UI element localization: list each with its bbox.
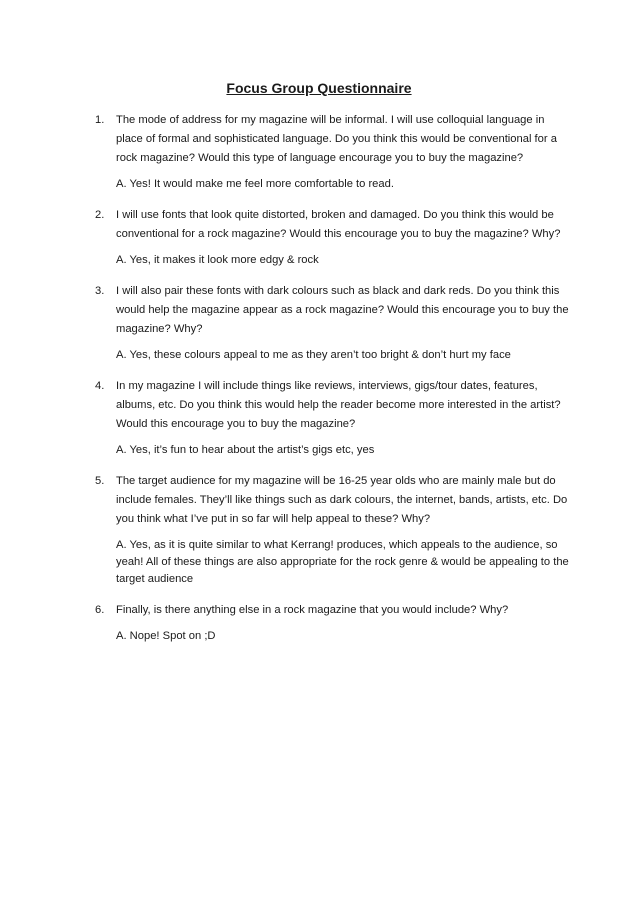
answer-text: A. Yes, as it is quite similar to what Kerrang! produces, which appeals to the audience, so yeah! All of these things are also appropriate for the rock genre & would be appealing to the target audience bbox=[116, 539, 569, 585]
question-item-4 bbox=[95, 377, 570, 459]
question-text: In my magazine I will include things like reviews, interviews, gigs/tour dates, features, albums, etc. Do you think this would help the reader become more interested in the artist? Would this encourage you to buy the magazine? bbox=[116, 380, 561, 430]
question-item-3 bbox=[95, 282, 570, 364]
answer-text: A. Nope! Spot on ;D bbox=[116, 630, 216, 642]
question-item-6 bbox=[95, 601, 570, 645]
question-number: 2. bbox=[95, 209, 105, 221]
question-text: I will use fonts that look quite distorted, broken and damaged. Do you think this would be conventional for a rock magazine? Would this encourage you to buy the magazine? Why? bbox=[116, 209, 561, 240]
question-item-1 bbox=[95, 111, 570, 193]
question-number: 5. bbox=[95, 475, 105, 487]
question-number: 6. bbox=[95, 604, 105, 616]
answer-text: A. Yes, it makes it look more edgy & rock bbox=[116, 254, 319, 266]
question-item-2 bbox=[95, 206, 570, 269]
question-number: 1. bbox=[95, 114, 105, 126]
answer-text: A. Yes, these colours appeal to me as they aren’t too bright & don’t hurt my face bbox=[116, 349, 511, 361]
question-text: I will also pair these fonts with dark colours such as black and dark reds. Do you think this would help the magazine appear as a rock magazine? Would this encourage you to buy the magazine? Why? bbox=[116, 285, 569, 335]
question-text: The mode of address for my magazine will be informal. I will use colloquial language in place of formal and sophisticated language. Do you think this would be conventional for a rock magazine? Would this type of language encourage you to buy the magazine? bbox=[116, 114, 557, 164]
question-item-5 bbox=[95, 472, 570, 588]
answer-text: A. Yes! It would make me feel more comfortable to read. bbox=[116, 178, 394, 190]
answer-text: A. Yes, it’s fun to hear about the artist’s gigs etc, yes bbox=[116, 444, 375, 456]
document-title: Focus Group Questionnaire bbox=[226, 80, 412, 96]
question-text: Finally, is there anything else in a rock magazine that you would include? Why? bbox=[116, 604, 509, 616]
question-number: 3. bbox=[95, 285, 105, 297]
question-number: 4. bbox=[95, 380, 105, 392]
question-text: The target audience for my magazine will be 16-25 year olds who are mainly male but do include females. They’ll like things such as dark colours, the internet, bands, artists, etc. Do you think what I’ve put in so far will help appeal to these? Why? bbox=[116, 475, 568, 525]
question-list bbox=[95, 111, 570, 658]
